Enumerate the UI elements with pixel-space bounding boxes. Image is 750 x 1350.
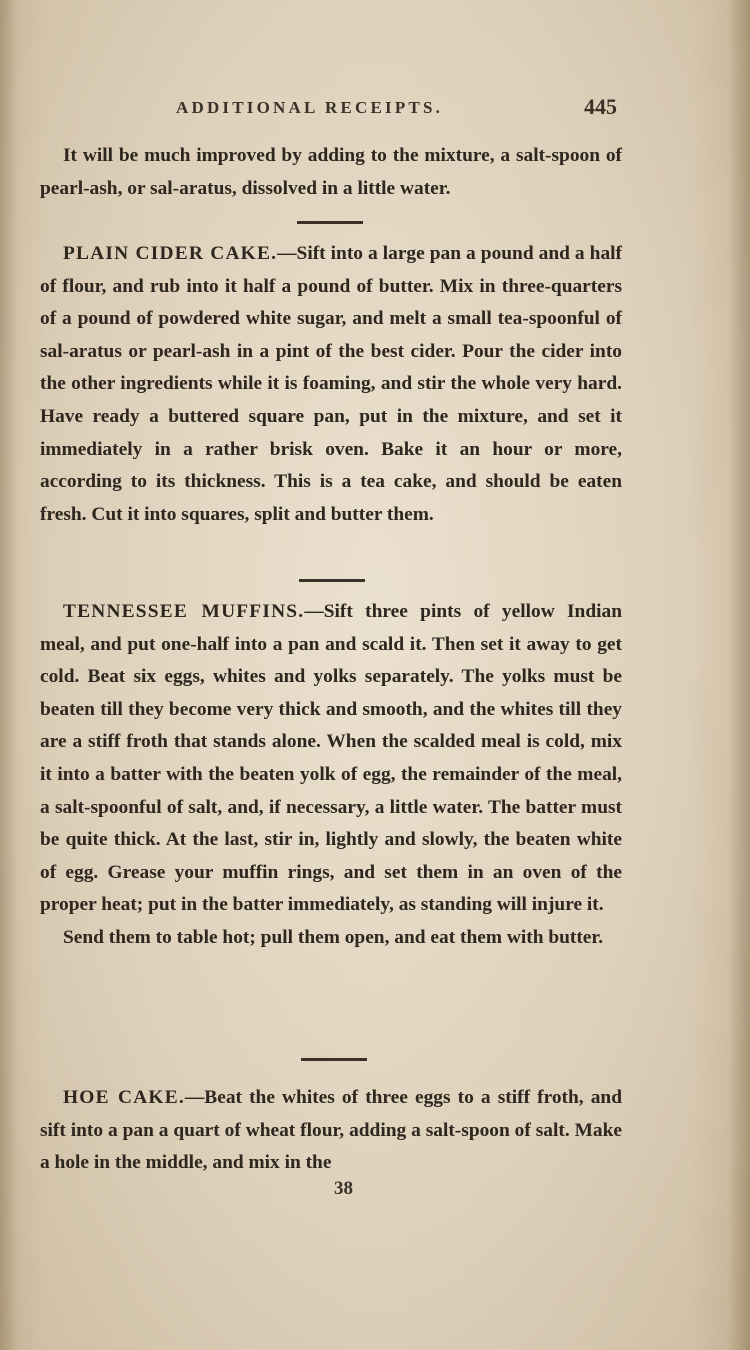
continuation-text: It will be much improved by adding to the mixture, a salt-spoon of pearl-ash, or sal-aratus, dissolved in a little water.: [40, 145, 622, 199]
running-head: ADDITIONAL RECEIPTS.: [176, 98, 444, 117]
recipe-body: —Beat the whites of three eggs to a stiff froth, and sift into a pan a quart of wheat flour, adding a salt-spoon of salt. Make a hole in the middle, and mix in the: [40, 1087, 623, 1174]
page-shadow-left: [0, 0, 18, 1350]
recipe-extra-paragraph: Send them to table hot; pull them open, and eat them with butter.: [63, 926, 604, 948]
page-number: 445: [584, 94, 617, 119]
recipe-tennessee-muffins: [40, 596, 622, 955]
recipe-title: TENNESSEE MUFFINS.: [63, 601, 305, 622]
recipe-paragraph: [40, 238, 622, 531]
section-divider: [299, 579, 365, 582]
recipe-title: PLAIN CIDER CAKE.: [63, 243, 278, 264]
recipe-paragraph: [40, 1082, 622, 1180]
section-divider: [297, 221, 363, 224]
signature-mark: 38: [334, 1178, 353, 1199]
section-divider: [301, 1058, 367, 1061]
recipe-body: —Sift three pints of yellow Indian meal, and put one-half into a pan and scald it. Then set it away to get cold. Beat six eggs, whites and yolks separately. The yolks must be beaten till they become very thick and smooth, and the whites till they are a stiff froth that stands alone. When the scalded meal is cold, mix it into a batter with the beaten yolk of egg, the remainder of the meal, a salt-spoonful of salt, and, if necessary, a little water. The batter must be quite thick. At the last, stir in, lightly and slowly, the beaten white of egg. Grease your muffin rings, and set them in an oven of the proper heat; put in the batter immediately, as standing will injure it.: [40, 601, 622, 916]
page-shadow-right: [728, 0, 750, 1350]
recipe-title: HOE CAKE.: [63, 1087, 185, 1108]
page-header: [176, 94, 621, 124]
recipe-paragraph: [40, 596, 622, 922]
recipe-hoe-cake: [40, 1082, 622, 1180]
continuation-paragraph: [40, 140, 622, 205]
recipe-body: —Sift into a large pan a pound and a half of flour, and rub into it half a pound of butter. Mix in three-quarters of a pound of powdered white sugar, and melt a small tea-spoonful of sal-aratus or pearl-ash in a pint of the best cider. Pour the cider into the other ingredients while it is foaming, and stir the whole very hard. Have ready a buttered square pan, put in the mixture, and set it immediately in a rather brisk oven. Bake it an hour or more, according to its thickness. This is a tea cake, and should be eaten fresh. Cut it into squares, split and butter them.: [40, 243, 622, 525]
recipe-plain-cider-cake: [40, 238, 622, 531]
